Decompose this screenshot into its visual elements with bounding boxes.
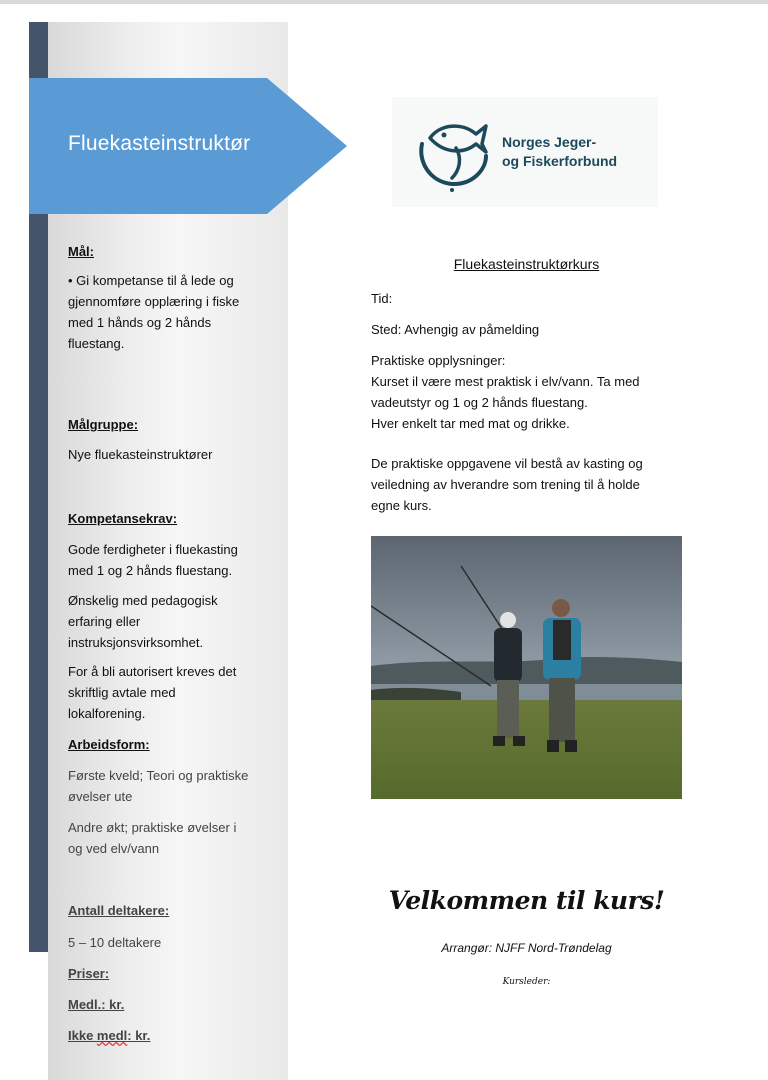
requirements-paragraph [68,590,218,653]
tasks-line: egne kurs. [371,498,432,513]
fly-fishing-photo [371,536,682,799]
prices-heading: Priser: [68,966,110,981]
target-heading: Målgruppe: [68,417,139,432]
participants-text: 5 – 10 deltakere [68,935,162,950]
time-label: Tid: [371,291,393,306]
requirements-line: For å bli autorisert kreves det [68,664,237,679]
practical-heading: Praktiske opplysninger: [371,353,506,368]
nonmember-price [68,1025,150,1046]
workform-line: Andre økt; praktiske øvelser i [68,820,237,835]
nonmember-prefix: Ikke [68,1028,97,1043]
requirements-line: lokalforening. [68,706,146,721]
logo-line-1: Norges Jeger- [502,134,597,150]
course-leader-text: Kursleder: [502,977,551,987]
tasks-line: De praktiske oppgavene vil bestå av kasting og [371,456,643,471]
requirements-line: Ønskelig med pedagogisk [68,593,218,608]
place-text: Sted: Avhengig av påmelding [371,322,540,337]
requirements-paragraph [68,661,236,724]
requirements-line: med 1 og 2 hånds fluestang. [68,563,233,578]
goal-line: gjennomføre opplæring i fiske [68,294,240,309]
practical-info [371,350,640,434]
practical-line: Kurset il være mest praktisk i elv/vann. Ta med [371,374,640,389]
tasks-paragraph [371,453,643,516]
nonmember-suffix: : kr. [127,1028,151,1043]
goal-line: • Gi kompetanse til å lede og [68,273,234,288]
nonmember-word: medl [96,1028,128,1043]
practical-line: Hver enkelt tar med mat og drikke. [371,416,570,431]
workform-heading: Arbeidsform: [68,737,150,752]
course-title: Fluekasteinstruktørkurs [453,256,600,272]
member-price: Medl.: kr. [68,997,125,1012]
workform-line: øvelser ute [68,789,133,804]
requirements-line: Gode ferdigheter i fluekasting [68,542,238,557]
requirements-line: instruksjonsvirksomhet. [68,635,204,650]
workform-paragraph [68,765,248,807]
top-border [0,0,768,4]
goal-line: fluestang. [68,336,125,351]
workform-line: og ved elv/vann [68,841,160,856]
organizer-text: Arrangør: NJFF Nord-Trøndelag [441,941,612,955]
goal-line: med 1 hånds og 2 hånds [68,315,212,330]
logo-line-2: og Fiskerforbund [502,153,618,169]
tasks-line: veiledning av hverandre som trening til å holde [371,477,640,492]
fish-logo-icon [414,118,490,194]
workform-paragraph [68,817,236,859]
requirements-line: skriftlig avtale med [68,685,176,700]
requirements-heading: Kompetansekrav: [68,511,178,526]
participants-heading: Antall deltakere: [68,903,170,918]
requirements-paragraph [68,539,238,581]
requirements-line: erfaring eller [68,614,141,629]
workform-line: Første kveld; Teori og praktiske [68,768,249,783]
goal-heading: Mål: [68,244,94,259]
banner-title: Fluekasteinstruktør [68,132,251,155]
practical-line: vadeutstyr og 1 og 2 hånds fluestang. [371,395,588,410]
logo-text [502,133,617,171]
target-text: Nye fluekasteinstruktører [68,447,213,462]
welcome-text: Velkommen til kurs! [388,886,665,915]
goal-text [68,270,283,354]
